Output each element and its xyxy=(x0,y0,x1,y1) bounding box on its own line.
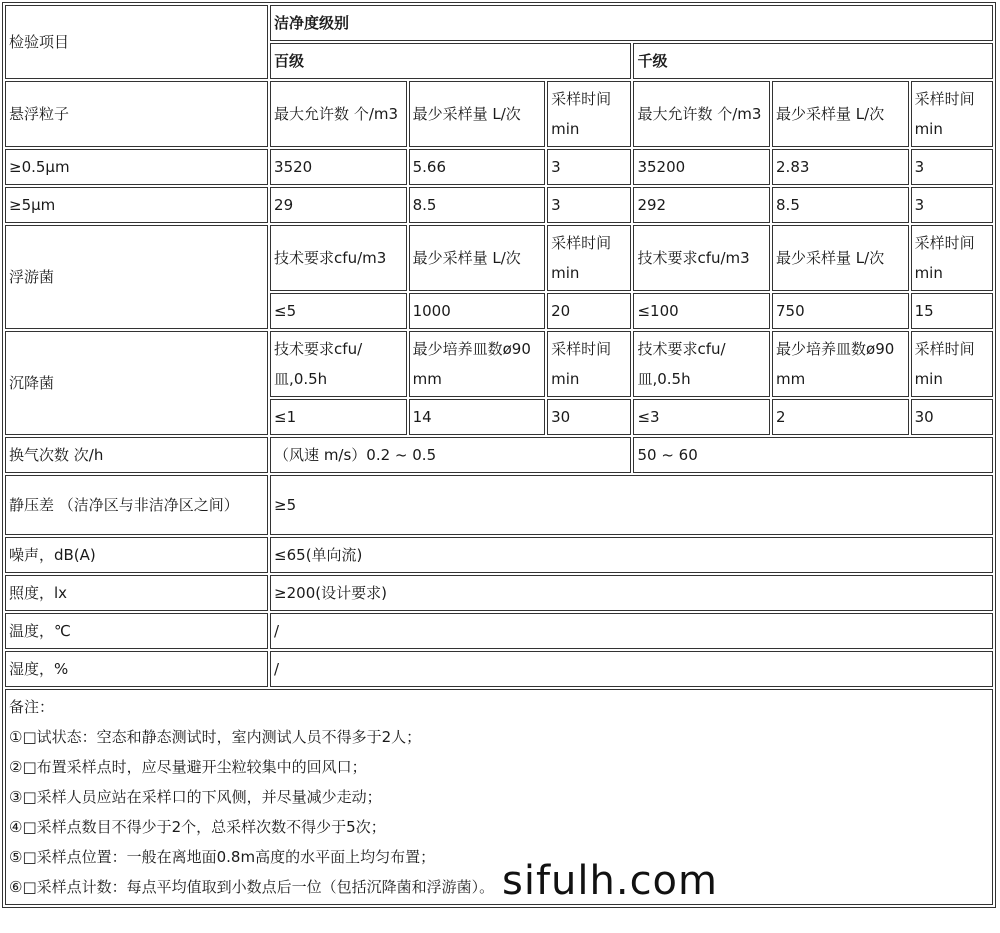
table-cell: 5.66 xyxy=(409,149,546,185)
particles-col-volume: 最少采样量 L/次 xyxy=(772,81,909,147)
note-item: ⑥□采样点计数：每点平均值取到小数点后一位（包括沉降菌和浮游菌）。 xyxy=(9,878,495,896)
table-cell: 3 xyxy=(911,187,993,223)
table-row xyxy=(5,187,993,223)
table-row xyxy=(5,475,993,535)
particles-col-time: 采样时间min xyxy=(911,81,993,147)
table-cell: 2 xyxy=(772,399,909,435)
table-cell: 30 xyxy=(911,399,993,435)
table-cell: 8.5 xyxy=(772,187,909,223)
spec-table xyxy=(2,2,996,908)
table-row xyxy=(5,575,993,611)
particles-col-max: 最大允许数 个/m3 xyxy=(270,81,407,147)
plankton-col-time: 采样时间min xyxy=(911,225,993,291)
note-item: ②□布置采样点时，应尽量避开尘粒较集中的回风口； xyxy=(9,758,367,776)
illuminance-label: 照度，lx xyxy=(5,575,268,611)
particles-label: 悬浮粒子 xyxy=(5,81,268,147)
settling-label: 沉降菌 xyxy=(5,331,268,435)
table-cell: ≤1 xyxy=(270,399,407,435)
particles-col-max: 最大允许数 个/m3 xyxy=(633,81,770,147)
particles-col-time: 采样时间min xyxy=(547,81,631,147)
table-cell: 30 xyxy=(547,399,631,435)
header-item-label: 检验项目 xyxy=(5,5,268,79)
table-cell: ≤5 xyxy=(270,293,407,329)
table-row xyxy=(5,651,993,687)
plankton-col-volume: 最少采样量 L/次 xyxy=(772,225,909,291)
header-level-label: 洁净度级别 xyxy=(270,5,993,41)
plankton-col-volume: 最少采样量 L/次 xyxy=(409,225,546,291)
note-item: ④□采样点数目不得少于2个，总采样次数不得少于5次； xyxy=(9,818,386,836)
pressure-value: ≥5 xyxy=(270,475,993,535)
notes-title: 备注： xyxy=(9,698,55,716)
noise-value: ≤65(单向流) xyxy=(270,537,993,573)
plankton-col-requirement: 技术要求cfu/m3 xyxy=(270,225,407,291)
table-cell: 3520 xyxy=(270,149,407,185)
table-row xyxy=(5,537,993,573)
notes-cell xyxy=(5,689,993,905)
note-item: ①□试状态：空态和静态测试时，室内测试人员不得多于2人； xyxy=(9,728,422,746)
temperature-label: 温度，℃ xyxy=(5,613,268,649)
table-cell: 1000 xyxy=(409,293,546,329)
table-cell: 3 xyxy=(547,149,631,185)
table-row xyxy=(5,613,993,649)
watermark: sifulh.com xyxy=(502,858,718,904)
note-item: ⑤□采样点位置：一般在离地面0.8m高度的水平面上均匀布置； xyxy=(9,848,436,866)
settling-col-dishes: 最少培养皿数ø90 mm xyxy=(772,331,909,397)
plankton-col-time: 采样时间min xyxy=(547,225,631,291)
table-cell: 35200 xyxy=(633,149,770,185)
settling-col-time: 采样时间min xyxy=(911,331,993,397)
air-change-100-value: （风速 m/s）0.2 ~ 0.5 xyxy=(270,437,631,473)
pressure-label: 静压差 （洁净区与非洁净区之间） xyxy=(5,475,268,535)
table-row xyxy=(5,437,993,473)
table-cell: 3 xyxy=(911,149,993,185)
settling-col-dishes: 最少培养皿数ø90 mm xyxy=(409,331,546,397)
settling-col-requirement: 技术要求cfu/皿,0.5h xyxy=(270,331,407,397)
header-level-1000: 千级 xyxy=(633,43,993,79)
particle-size-label: ≥5μm xyxy=(5,187,268,223)
noise-label: 噪声，dB(A) xyxy=(5,537,268,573)
table-cell: 3 xyxy=(547,187,631,223)
header-level-100: 百级 xyxy=(270,43,631,79)
table-cell: ≤100 xyxy=(633,293,770,329)
illuminance-value: ≥200(设计要求) xyxy=(270,575,993,611)
settling-col-time: 采样时间min xyxy=(547,331,631,397)
table-cell: ≤3 xyxy=(633,399,770,435)
particles-col-volume: 最少采样量 L/次 xyxy=(409,81,546,147)
plankton-col-requirement: 技术要求cfu/m3 xyxy=(633,225,770,291)
table-cell: 14 xyxy=(409,399,546,435)
table-row xyxy=(5,149,993,185)
table-cell: 15 xyxy=(911,293,993,329)
table-cell: 8.5 xyxy=(409,187,546,223)
temperature-value: / xyxy=(270,613,993,649)
particle-size-label: ≥0.5μm xyxy=(5,149,268,185)
air-change-label: 换气次数 次/h xyxy=(5,437,268,473)
settling-col-requirement: 技术要求cfu/皿,0.5h xyxy=(633,331,770,397)
air-change-1000-value: 50 ~ 60 xyxy=(633,437,993,473)
plankton-label: 浮游菌 xyxy=(5,225,268,329)
table-cell: 29 xyxy=(270,187,407,223)
table-cell: 750 xyxy=(772,293,909,329)
humidity-label: 湿度，% xyxy=(5,651,268,687)
table-cell: 292 xyxy=(633,187,770,223)
table-cell: 2.83 xyxy=(772,149,909,185)
table-cell: 20 xyxy=(547,293,631,329)
note-item: ③□采样人员应站在采样口的下风侧，并尽量减少走动； xyxy=(9,788,382,806)
humidity-value: / xyxy=(270,651,993,687)
